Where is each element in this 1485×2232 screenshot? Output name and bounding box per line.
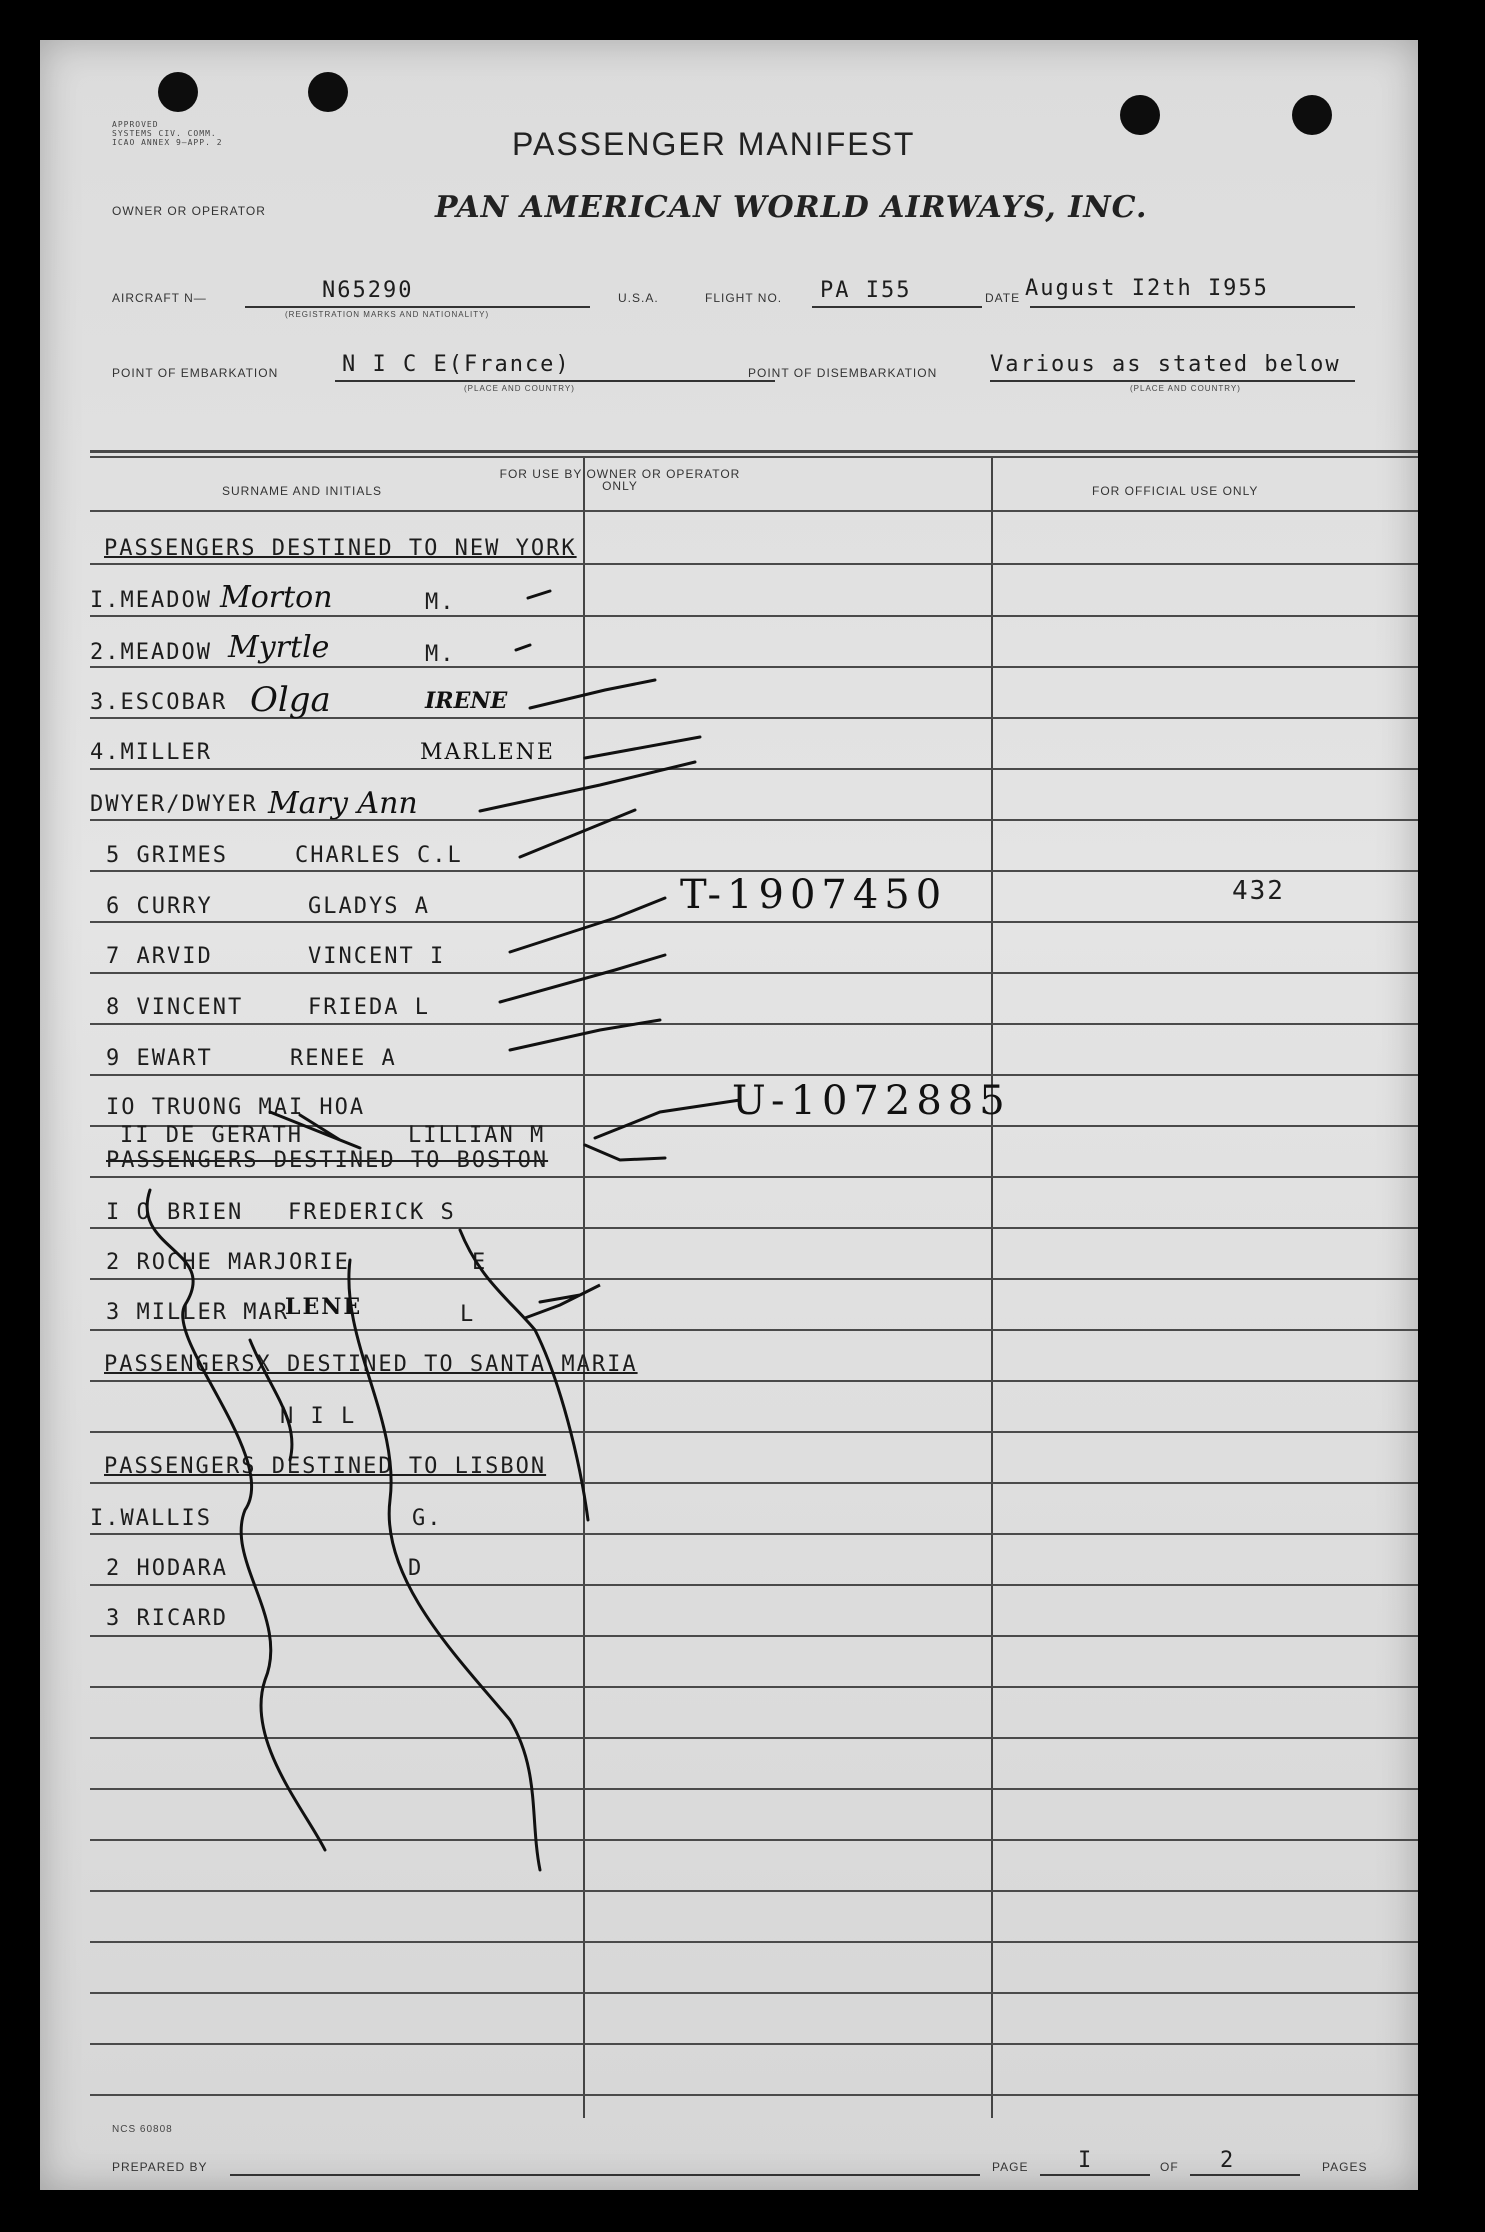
ruled-line bbox=[90, 1431, 1418, 1433]
prepared-by-label: PREPARED BY bbox=[112, 2160, 208, 2174]
passenger-4-given: MARLENE bbox=[420, 740, 555, 765]
ruled-line bbox=[90, 1074, 1418, 1076]
passenger-2-handwritten: Myrtle bbox=[228, 630, 330, 665]
page-total: 2 bbox=[1220, 2148, 1236, 2173]
passenger-2-name: 2.MEADOW bbox=[90, 640, 212, 665]
lisbon-passenger-3-name: 3 RICARD bbox=[106, 1606, 228, 1631]
ruled-line bbox=[90, 1992, 1418, 1994]
embarkation-sublabel: (PLACE AND COUNTRY) bbox=[464, 384, 575, 393]
disembarkation-underline bbox=[990, 380, 1355, 382]
form-title: PASSENGER MANIFEST bbox=[512, 126, 916, 162]
boston-passenger-3-initial: L bbox=[460, 1302, 476, 1327]
ruled-line bbox=[90, 1278, 1418, 1280]
section-heading-boston: PASSENGERS DESTINED TO BOSTON bbox=[106, 1148, 549, 1173]
boston-passenger-1-name: I O BRIEN bbox=[106, 1200, 244, 1225]
check-mark-10 bbox=[595, 1100, 740, 1138]
ruled-line bbox=[90, 1176, 1418, 1178]
column-divider-1 bbox=[583, 458, 585, 2118]
check-mark-11 bbox=[585, 1145, 665, 1160]
passenger-9-given: RENEE A bbox=[290, 1046, 397, 1071]
ruled-line bbox=[90, 666, 1418, 668]
ruled-line bbox=[90, 1329, 1418, 1331]
passenger-8-given: FRIEDA L bbox=[308, 995, 430, 1020]
page-number: I bbox=[1078, 2148, 1094, 2173]
passenger-10-name: IO TRUONG MAI HOA bbox=[106, 1095, 366, 1120]
boston-passenger-1-given: FREDERICK S bbox=[288, 1200, 456, 1225]
ruled-line bbox=[90, 2094, 1418, 2096]
ruled-line bbox=[90, 972, 1418, 974]
owner-label: OWNER OR OPERATOR bbox=[112, 204, 266, 218]
ruled-line bbox=[90, 921, 1418, 923]
lisbon-passenger-2-name: 2 HODARA bbox=[106, 1556, 228, 1581]
nationality: U.S.A. bbox=[618, 291, 659, 305]
boston-passenger-2-name: 2 ROCHE MARJORIE bbox=[106, 1250, 350, 1275]
lisbon-passenger-1-initial: G. bbox=[412, 1506, 443, 1531]
date-label: DATE bbox=[985, 291, 1021, 305]
check-mark-12 bbox=[525, 1285, 600, 1318]
passenger-5-name: 5 GRIMES bbox=[106, 843, 228, 868]
boston-passenger-3-handwritten: LENE bbox=[285, 1294, 363, 1320]
check-mark-1 bbox=[528, 591, 550, 598]
passenger-1-name: I.MEADOW bbox=[90, 588, 212, 613]
punch-hole-2 bbox=[308, 72, 348, 112]
airline-name: PAN AMERICAN WORLD AIRWAYS, INC. bbox=[435, 190, 1148, 225]
section-heading-santa-maria: PASSENGERSX DESTINED TO SANTA MARIA bbox=[104, 1352, 638, 1377]
passenger-3-name: 3.ESCOBAR bbox=[90, 690, 228, 715]
aircraft-value: N65290 bbox=[322, 278, 414, 303]
passenger-2-initial: M. bbox=[425, 642, 456, 667]
page-underline bbox=[1040, 2174, 1150, 2176]
punch-hole-4 bbox=[1292, 95, 1332, 135]
disembarkation-label: POINT OF DISEMBARKATION bbox=[748, 366, 938, 380]
section-heading-lisbon: PASSENGERS DESTINED TO LISBON bbox=[104, 1454, 547, 1479]
passenger-11-given: LILLIAN M bbox=[408, 1123, 546, 1148]
passenger-8-name: 8 VINCENT bbox=[106, 995, 244, 1020]
check-mark-4 bbox=[585, 737, 700, 758]
ruled-line bbox=[90, 563, 1418, 565]
passenger-6-given: GLADYS A bbox=[308, 894, 430, 919]
date-value: August I2th I955 bbox=[1025, 276, 1269, 301]
manifest-sheet bbox=[40, 40, 1418, 2190]
header-top-rule-1 bbox=[90, 450, 1418, 453]
ruled-line bbox=[90, 1686, 1418, 1688]
footer-stamp: NCS 60808 bbox=[112, 2124, 173, 2135]
pages-label: PAGES bbox=[1322, 2160, 1368, 2174]
santa-maria-nil: N I L bbox=[280, 1404, 357, 1429]
approval-line-1: APPROVED bbox=[112, 120, 159, 129]
ruled-line bbox=[90, 1227, 1418, 1229]
check-mark-3 bbox=[530, 680, 655, 708]
passenger-11-name: II DE GERATH bbox=[120, 1123, 303, 1148]
approval-line-2: SYSTEMS CIV. COMM. bbox=[112, 129, 217, 138]
passenger-3-handwritten: Olga bbox=[250, 680, 331, 720]
ruled-line bbox=[90, 1941, 1418, 1943]
passenger-6-ticket-number: T-1907450 bbox=[680, 872, 948, 918]
approval-line-3: ICAO ANNEX 9—APP. 2 bbox=[112, 138, 223, 147]
passenger-5-given: CHARLES C.L bbox=[295, 843, 463, 868]
prepared-by-underline bbox=[230, 2174, 980, 2176]
passenger-7-name: 7 ARVID bbox=[106, 944, 213, 969]
ruled-line bbox=[90, 1839, 1418, 1841]
check-mark-6 bbox=[520, 810, 635, 857]
ruled-line bbox=[90, 615, 1418, 617]
page-label: PAGE bbox=[992, 2160, 1029, 2174]
ruled-line bbox=[90, 1584, 1418, 1586]
ruled-line bbox=[90, 768, 1418, 770]
of-label: OF bbox=[1160, 2160, 1179, 2174]
flight-label: FLIGHT NO. bbox=[705, 291, 783, 305]
embarkation-underline bbox=[335, 380, 775, 382]
aircraft-underline bbox=[245, 306, 590, 308]
passenger-1-handwritten: Morton bbox=[220, 580, 333, 615]
ruled-line bbox=[90, 2043, 1418, 2045]
date-underline bbox=[1030, 306, 1355, 308]
aircraft-sublabel: (REGISTRATION MARKS AND NATIONALITY) bbox=[285, 310, 490, 319]
disembarkation-value: Various as stated below bbox=[990, 352, 1341, 377]
embarkation-value: N I C E(France) bbox=[342, 352, 571, 377]
passenger-10-ticket-number: U-1072885 bbox=[732, 1078, 1011, 1124]
flight-underline bbox=[812, 306, 982, 308]
ruled-line bbox=[90, 1890, 1418, 1892]
passenger-4-name: 4.MILLER bbox=[90, 740, 212, 765]
check-mark-2 bbox=[516, 645, 530, 650]
of-underline bbox=[1190, 2174, 1300, 2176]
ruled-line bbox=[90, 1533, 1418, 1535]
header-bottom-rule bbox=[90, 510, 1418, 512]
embarkation-label: POINT OF EMBARKATION bbox=[112, 366, 279, 380]
boston-passenger-3-name: 3 MILLER MAR bbox=[106, 1300, 289, 1325]
ruled-line bbox=[90, 1635, 1418, 1637]
ruled-line bbox=[90, 1788, 1418, 1790]
ruled-line bbox=[90, 1737, 1418, 1739]
passenger-9-name: 9 EWART bbox=[106, 1046, 213, 1071]
column-divider-2 bbox=[991, 458, 993, 2118]
passenger-1-initial: M. bbox=[425, 590, 456, 615]
boston-passenger-2-initial: E bbox=[472, 1250, 488, 1275]
check-mark-7 bbox=[510, 898, 665, 952]
lisbon-passenger-2-initial: D bbox=[408, 1556, 424, 1581]
punch-hole-1 bbox=[158, 72, 198, 112]
header-top-rule-2 bbox=[90, 456, 1418, 458]
passenger-7-given: VINCENT I bbox=[308, 944, 446, 969]
passenger-dwyer-handwritten: Mary Ann bbox=[268, 786, 418, 821]
col-header-surname: SURNAME AND INITIALS bbox=[222, 484, 383, 498]
approval-note bbox=[112, 120, 223, 147]
passenger-6-name: 6 CURRY bbox=[106, 894, 213, 919]
col-header-owner-use: FOR USE BY OWNER OR OPERATOR ONLY bbox=[499, 467, 741, 493]
col-header-official-use: FOR OFFICIAL USE ONLY bbox=[1092, 484, 1259, 498]
passenger-6-official-number: 432 bbox=[1232, 876, 1285, 906]
ruled-line bbox=[90, 1023, 1418, 1025]
ruled-line bbox=[90, 1380, 1418, 1382]
flight-value: PA I55 bbox=[820, 278, 912, 303]
passenger-3-middle: IRENE bbox=[425, 688, 508, 714]
ruled-line bbox=[90, 1482, 1418, 1484]
punch-hole-3 bbox=[1120, 95, 1160, 135]
disembarkation-sublabel: (PLACE AND COUNTRY) bbox=[1130, 384, 1241, 393]
section-heading-new-york: PASSENGERS DESTINED TO NEW YORK bbox=[104, 536, 577, 561]
aircraft-label: AIRCRAFT N— bbox=[112, 291, 207, 305]
passenger-dwyer-name: DWYER/DWYER bbox=[90, 792, 258, 817]
lisbon-passenger-1-name: I.WALLIS bbox=[90, 1506, 212, 1531]
